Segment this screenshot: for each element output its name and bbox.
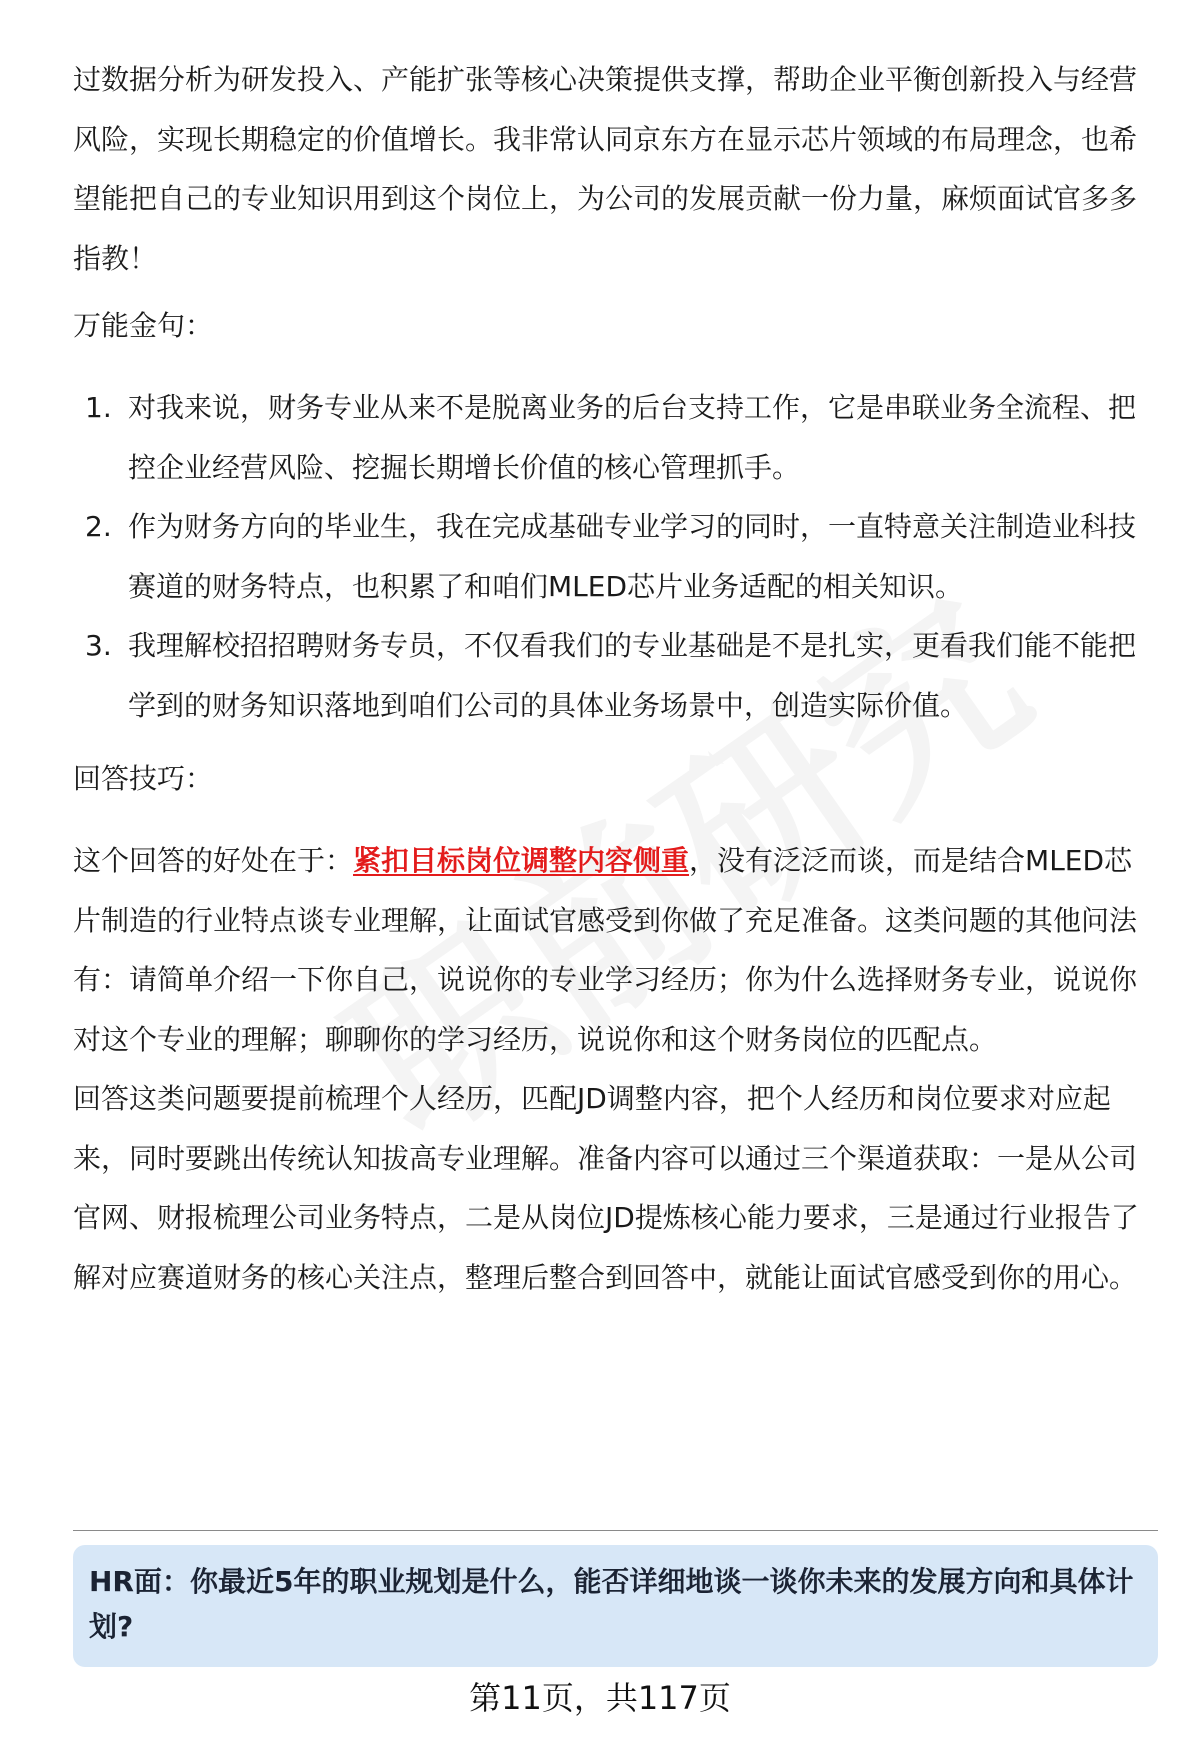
tips-suffix: ，没有泛泛而谈，而是结合MLED芯片制造的行业特点谈专业理解，让面试官感受到你做了充足准备。这类问题的其他问法有：请简单介绍一下你自己，说说你的专业学习经历；你为什么选择财务专业，说说你对这个专业的理解；聊聊你的学习经历，说说你和这个财务岗位的匹配点。 (73, 844, 1138, 1056)
page-footer: 第11页，共117页 (469, 1679, 731, 1717)
hr-question: HR面：你最近5年的职业规划是什么，能否详细地谈一谈你未来的发展方向和具体计划? (89, 1565, 1134, 1643)
tips-paragraph-2: 回答这类问题要提前梳理个人经历，匹配JD调整内容，把个人经历和岗位要求对应起来，同时要跳出传统认知拔高专业理解。准备内容可以通过三个渠道获取：一是从公司官网、财报梳理公司业务特点，二是从岗位JD提炼核心能力要求，三是通过行业报告了解对应赛道财务的核心关注点，整理后整合到回答中，就能让面试官感受到你的用心。 (73, 1082, 1139, 1294)
section-divider (73, 1530, 1158, 1531)
tips-highlight: 紧扣目标岗位调整内容侧重 (353, 844, 690, 877)
golden-heading: 万能金句： (73, 309, 214, 342)
list-text: 作为财务方向的毕业生，我在完成基础专业学习的同时，一直特意关注制造业科技赛道的财务特点，也积累了和咱们MLED芯片业务适配的相关知识。 (128, 510, 1137, 603)
list-number: 1. (85, 391, 112, 424)
list-text: 我理解校招招聘财务专员，不仅看我们的专业基础是不是扎实，更看我们能不能把学到的财务知识落地到咱们公司的具体业务场景中，创造实际价值。 (128, 629, 1137, 722)
tips-paragraph-1 (73, 831, 1158, 1069)
list-number: 3. (85, 629, 112, 662)
tips-prefix: 这个回答的好处在于： (73, 844, 354, 877)
list-text: 对我来说，财务专业从来不是脱离业务的后台支持工作，它是串联业务全流程、把控企业经营风险、挖掘长期增长价值的核心管理抓手。 (128, 391, 1137, 484)
list-number: 2. (85, 510, 112, 543)
list-item (73, 497, 1158, 616)
golden-list (73, 378, 1158, 735)
list-item (73, 616, 1158, 735)
document-body (73, 50, 1158, 1307)
intro-paragraph: 过数据分析为研发投入、产能扩张等核心决策提供支撑，帮助企业平衡创新投入与经营风险，实现长期稳定的价值增长。我非常认同京东方在显示芯片领域的布局理念，也希望能把自己的专业知识用到这个岗位上，为公司的发展贡献一份力量，麻烦面试官多多指教！ (73, 63, 1138, 275)
hr-question-box (73, 1545, 1158, 1667)
tips-heading: 回答技巧： (73, 762, 214, 795)
list-item (73, 378, 1158, 497)
